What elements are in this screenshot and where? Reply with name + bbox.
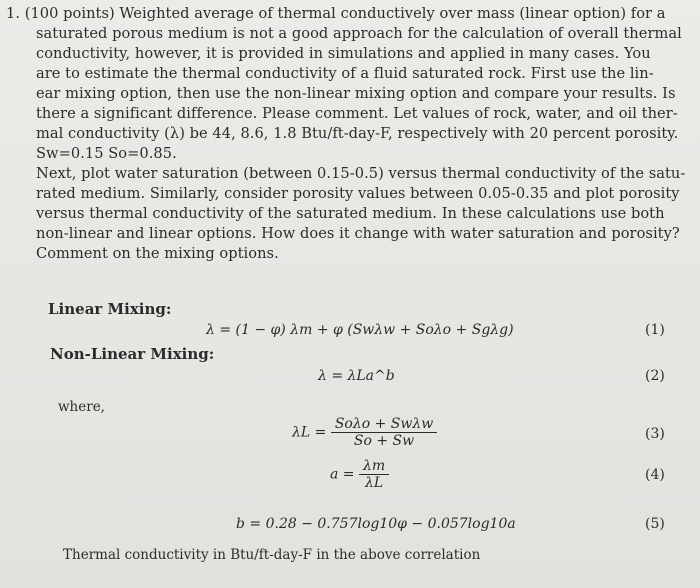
- equation-4: [330, 458, 389, 491]
- equation-3-numerator: Soλo + Swλw: [331, 416, 437, 433]
- problem-line: 1. (100 points) Weighted average of thermal conductively over mass (linear option) for a: [6, 5, 666, 22]
- equation-number-4: (4): [645, 467, 665, 483]
- equation-number-2: (2): [645, 368, 665, 384]
- problem-line: mal conductivity (λ) be 44, 8.6, 1.8 Btu/ft-day-F, respectively with 20 percent porosity.: [36, 125, 679, 142]
- units-note: Thermal conductivity in Btu/ft-day-F in the above correlation: [63, 547, 481, 563]
- problem-line: saturated porous medium is not a good approach for the calculation of overall thermal: [36, 25, 682, 42]
- problem-statement: [6, 4, 694, 264]
- problem-line: there a significant difference. Please comment. Let values of rock, water, and oil ther-: [36, 105, 678, 122]
- equation-4-denominator: λL: [364, 475, 384, 491]
- problem-line: Sw=0.15 So=0.85.: [36, 145, 177, 162]
- equation-3: [292, 416, 437, 449]
- problem-line: conductivity, however, it is provided in simulations and applied in many cases. You: [36, 45, 651, 62]
- equation-2: λ = λLa^b: [318, 368, 395, 384]
- equation-4-fraction: [359, 458, 389, 491]
- equation-number-5: (5): [645, 516, 665, 532]
- problem-line: rated medium. Similarly, consider porosity values between 0.05-0.35 and plot porosity: [36, 185, 680, 202]
- problem-line: Comment on the mixing options.: [36, 245, 279, 262]
- equation-number-1: (1): [645, 322, 665, 338]
- equation-3-fraction: [331, 416, 437, 449]
- where-label: where,: [58, 399, 105, 415]
- equation-4-lhs: a =: [330, 466, 355, 483]
- problem-line: versus thermal conductivity of the saturated medium. In these calculations use both: [36, 205, 665, 222]
- problem-line: ear mixing option, then use the non-linear mixing option and compare your results. Is: [36, 85, 676, 102]
- equation-number-3: (3): [645, 426, 665, 442]
- problem-line: are to estimate the thermal conductivity of a fluid saturated rock. First use the lin-: [36, 65, 654, 82]
- equation-1: λ = (1 − φ) λm + φ (Swλw + Soλo + Sgλg): [206, 322, 514, 338]
- equation-3-lhs: λL =: [292, 424, 327, 441]
- linear-mixing-label: Linear Mixing:: [48, 300, 172, 318]
- problem-line: non-linear and linear options. How does it change with water saturation and porosity?: [36, 225, 680, 242]
- problem-line: Next, plot water saturation (between 0.15-0.5) versus thermal conductivity of the satu-: [36, 165, 686, 182]
- equation-3-denominator: So + Sw: [353, 433, 415, 449]
- equation-5: b = 0.28 − 0.757log10φ − 0.057log10a: [236, 516, 516, 532]
- nonlinear-mixing-label: Non-Linear Mixing:: [50, 345, 215, 363]
- equation-4-numerator: λm: [359, 458, 389, 475]
